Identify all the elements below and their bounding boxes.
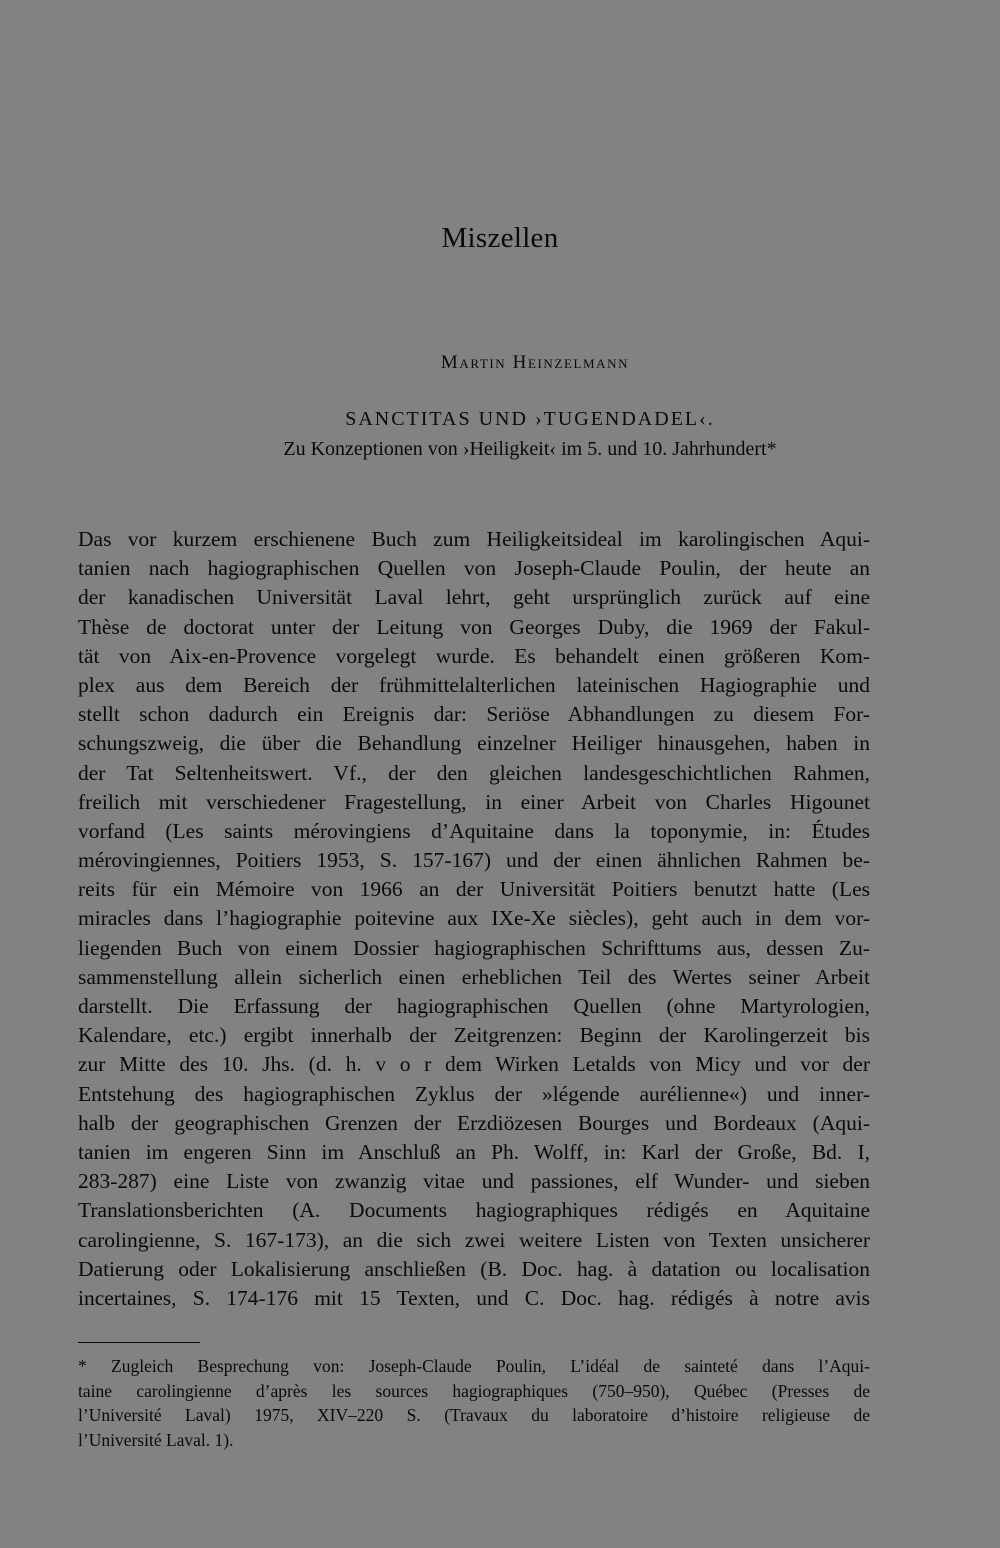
section-title: Miszellen [441, 222, 559, 254]
footnote-line: * Zugleich Besprechung von: Joseph-Claude Poulin, L’idéal de sainteté dans l’Aqui- [78, 1356, 870, 1376]
footnote [78, 1354, 870, 1452]
author-name: Martin Heinzelmann [440, 352, 630, 373]
footnote-line: l’Université Laval. 1). [78, 1429, 234, 1450]
body-line: plex aus dem Bereich der frühmittelalterlichen lateinischen Hagiographie und [78, 672, 870, 697]
body-line: mérovingiennes, Poitiers 1953, S. 157-167) und der einen ähnlichen Rahmen be- [78, 848, 870, 873]
body-line: Entstehung des hagiographischen Zyklus der »légende aurélienne«) und inner- [78, 1081, 870, 1106]
body-line: carolingienne, S. 167-173), an die sich zwei weitere Listen von Texten unsicherer [78, 1227, 870, 1252]
body-line: Datierung oder Lokalisierung anschließen (B. Doc. hag. à datation ou localisation [78, 1256, 870, 1281]
body-line: tät von Aix-en-Provence vorgelegt wurde. Es behandelt einen größeren Kom- [78, 643, 870, 668]
body-line: der kanadischen Universität Laval lehrt, geht ursprünglich zurück auf eine [78, 585, 870, 610]
body-line: tanien nach hagiographischen Quellen von Joseph-Claude Poulin, der heute an [78, 556, 870, 581]
body-line: halb der geographischen Grenzen der Erzdiözesen Bourges und Bordeaux (Aqui- [78, 1110, 870, 1135]
body-line: Das vor kurzem erschienene Buch zum Heiligkeitsideal im karolingischen Aqui- [78, 527, 870, 551]
body-line: freilich mit verschiedener Fragestellung, in einer Arbeit von Charles Higounet [78, 789, 870, 814]
article-subtitle: Zu Konzeptionen von ›Heiligkeit‹ im 5. und 10. Jahrhundert* [283, 438, 777, 460]
body-line: stellt schon dadurch ein Ereignis dar: Seriöse Abhandlungen zu diesem For- [78, 702, 870, 727]
body-line: tanien im engeren Sinn im Anschluß an Ph. Wolff, in: Karl der Große, Bd. I, [78, 1139, 870, 1164]
body-line: 283-287) eine Liste von zwanzig vitae und passiones, elf Wunder- und sieben [78, 1169, 870, 1194]
article-title: SANCTITAS UND ›TUGENDADEL‹. [345, 408, 715, 430]
footnote-line: taine carolingienne d’après les sources hagiographiques (750–950), Québec (Presses de [78, 1380, 870, 1401]
body-line: miracles dans l’hagiographie poitevine aux IXe-Xe siècles), geht auch in dem vor- [78, 906, 870, 931]
body-line: reits für ein Mémoire von 1966 an der Universität Poitiers benutzt hatte (Les [78, 877, 870, 902]
body-line: vorfand (Les saints mérovingiens d’Aquitaine dans la toponymie, in: Études [78, 818, 870, 843]
body-line: darstellt. Die Erfassung der hagiographischen Quellen (ohne Martyrologien, [78, 994, 870, 1018]
body-line: Kalendare, etc.) ergibt innerhalb der Zeitgrenzen: Beginn der Karolingerzeit bis [78, 1023, 870, 1048]
body-line: Translationsberichten (A. Documents hagiographiques rédigés en Aquitaine [78, 1198, 870, 1223]
body-line: zur Mitte des 10. Jhs. (d. h. v o r dem Wirken Letalds von Micy und vor der [78, 1052, 870, 1077]
body-line: incertaines, S. 174-176 mit 15 Texten, und C. Doc. hag. rédigés à notre avis [78, 1285, 870, 1310]
body-line: sammenstellung allein sicherlich einen erheblichen Teil des Wertes seiner Arbeit [78, 964, 870, 989]
body-line: schungszweig, die über die Behandlung einzelner Heiliger hinausgehen, haben in [78, 731, 870, 756]
body-line: der Tat Seltenheitswert. Vf., der den gleichen landesgeschichtlichen Rahmen, [78, 760, 870, 785]
body-line: Thèse de doctorat unter der Leitung von Georges Duby, die 1969 der Fakul- [78, 614, 870, 639]
body-line: liegenden Buch von einem Dossier hagiographischen Schrifttums aus, dessen Zu- [78, 935, 870, 960]
footnote-line: l’Université Laval) 1975, XIV–220 S. (Travaux du laboratoire d’histoire religieuse de [78, 1405, 870, 1425]
footnote-divider [78, 1342, 200, 1343]
body-text [78, 525, 870, 1313]
